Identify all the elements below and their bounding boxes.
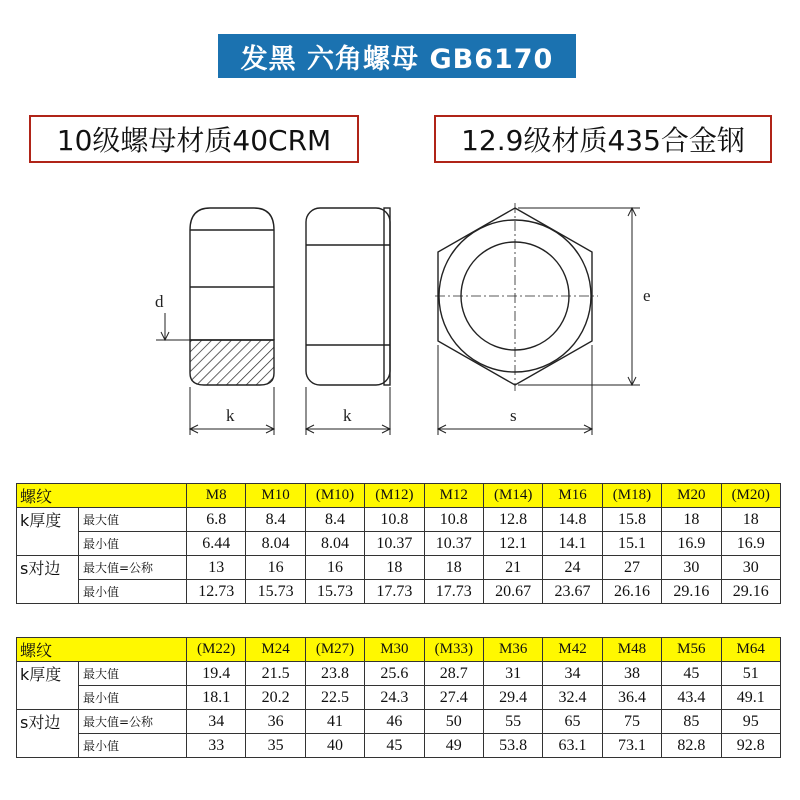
value-cell: 17.73 bbox=[424, 580, 483, 604]
row-group-label bbox=[17, 532, 79, 556]
value-cell: 41 bbox=[305, 710, 364, 734]
value-cell: 73.1 bbox=[602, 734, 661, 758]
row-sub-label: 最小值 bbox=[79, 686, 187, 710]
table-row bbox=[17, 532, 781, 556]
value-cell: 14.8 bbox=[543, 508, 602, 532]
value-cell: 6.44 bbox=[187, 532, 246, 556]
value-cell: 8.04 bbox=[246, 532, 305, 556]
value-cell: 36.4 bbox=[602, 686, 661, 710]
thread-size-cell: M64 bbox=[721, 638, 780, 662]
value-cell: 14.1 bbox=[543, 532, 602, 556]
value-cell: 30 bbox=[662, 556, 721, 580]
value-cell: 29.16 bbox=[662, 580, 721, 604]
thread-size-cell: M30 bbox=[365, 638, 424, 662]
value-cell: 15.1 bbox=[602, 532, 661, 556]
spec-table-1 bbox=[16, 483, 781, 604]
thread-size-cell: M20 bbox=[662, 484, 721, 508]
value-cell: 8.04 bbox=[305, 532, 364, 556]
value-cell: 12.1 bbox=[483, 532, 542, 556]
row-sub-label: 最大值=公称 bbox=[79, 556, 187, 580]
table-header-row bbox=[17, 484, 781, 508]
value-cell: 50 bbox=[424, 710, 483, 734]
side-view bbox=[306, 208, 390, 435]
value-cell: 23.67 bbox=[543, 580, 602, 604]
thread-size-cell: M8 bbox=[187, 484, 246, 508]
spec-box-right: 12.9级材质435合金钢 bbox=[434, 115, 772, 163]
value-cell: 20.67 bbox=[483, 580, 542, 604]
value-cell: 21 bbox=[483, 556, 542, 580]
value-cell: 38 bbox=[602, 662, 661, 686]
value-cell: 17.73 bbox=[365, 580, 424, 604]
thread-size-cell: M12 bbox=[424, 484, 483, 508]
label-e: e bbox=[643, 286, 651, 305]
row-sub-label: 最大值=公称 bbox=[79, 710, 187, 734]
spec-table-2 bbox=[16, 637, 781, 758]
value-cell: 18.1 bbox=[187, 686, 246, 710]
value-cell: 75 bbox=[602, 710, 661, 734]
value-cell: 34 bbox=[543, 662, 602, 686]
title-banner: 发黑 六角螺母 GB6170 bbox=[218, 34, 576, 78]
table-row bbox=[17, 662, 781, 686]
thread-size-cell: (M22) bbox=[187, 638, 246, 662]
label-k-section: k bbox=[226, 406, 235, 425]
thread-size-cell: (M20) bbox=[721, 484, 780, 508]
table-row bbox=[17, 556, 781, 580]
value-cell: 40 bbox=[305, 734, 364, 758]
label-s: s bbox=[510, 406, 517, 425]
value-cell: 63.1 bbox=[543, 734, 602, 758]
value-cell: 82.8 bbox=[662, 734, 721, 758]
value-cell: 53.8 bbox=[483, 734, 542, 758]
value-cell: 12.8 bbox=[483, 508, 542, 532]
thread-header-label: 螺纹 bbox=[17, 484, 187, 508]
value-cell: 49.1 bbox=[721, 686, 780, 710]
value-cell: 16.9 bbox=[721, 532, 780, 556]
label-d: d bbox=[155, 292, 164, 311]
row-sub-label: 最小值 bbox=[79, 580, 187, 604]
value-cell: 49 bbox=[424, 734, 483, 758]
value-cell: 55 bbox=[483, 710, 542, 734]
value-cell: 32.4 bbox=[543, 686, 602, 710]
value-cell: 43.4 bbox=[662, 686, 721, 710]
value-cell: 51 bbox=[721, 662, 780, 686]
table-row bbox=[17, 686, 781, 710]
thread-size-cell: M42 bbox=[543, 638, 602, 662]
thread-size-cell: M48 bbox=[602, 638, 661, 662]
value-cell: 24 bbox=[543, 556, 602, 580]
row-group-label bbox=[17, 734, 79, 758]
row-sub-label: 最小值 bbox=[79, 532, 187, 556]
thread-size-cell: M56 bbox=[662, 638, 721, 662]
value-cell: 29.4 bbox=[483, 686, 542, 710]
table-row bbox=[17, 734, 781, 758]
value-cell: 27 bbox=[602, 556, 661, 580]
thread-header-label: 螺纹 bbox=[17, 638, 187, 662]
value-cell: 10.37 bbox=[424, 532, 483, 556]
value-cell: 85 bbox=[662, 710, 721, 734]
thread-size-cell: (M14) bbox=[483, 484, 542, 508]
row-sub-label: 最大值 bbox=[79, 662, 187, 686]
value-cell: 28.7 bbox=[424, 662, 483, 686]
row-sub-label: 最大值 bbox=[79, 508, 187, 532]
value-cell: 31 bbox=[483, 662, 542, 686]
nut-technical-drawing bbox=[0, 195, 800, 445]
value-cell: 16 bbox=[246, 556, 305, 580]
value-cell: 19.4 bbox=[187, 662, 246, 686]
row-sub-label: 最小值 bbox=[79, 734, 187, 758]
value-cell: 8.4 bbox=[305, 508, 364, 532]
value-cell: 13 bbox=[187, 556, 246, 580]
value-cell: 33 bbox=[187, 734, 246, 758]
value-cell: 65 bbox=[543, 710, 602, 734]
value-cell: 15.8 bbox=[602, 508, 661, 532]
thread-size-cell: (M18) bbox=[602, 484, 661, 508]
thread-size-cell: M36 bbox=[483, 638, 542, 662]
row-group-label: k厚度 bbox=[17, 662, 79, 686]
value-cell: 46 bbox=[365, 710, 424, 734]
value-cell: 8.4 bbox=[246, 508, 305, 532]
value-cell: 26.16 bbox=[602, 580, 661, 604]
thread-size-cell: (M10) bbox=[305, 484, 364, 508]
row-group-label: s对边 bbox=[17, 556, 79, 580]
value-cell: 45 bbox=[662, 662, 721, 686]
value-cell: 30 bbox=[721, 556, 780, 580]
row-group-label: s对边 bbox=[17, 710, 79, 734]
spec-box-left: 10级螺母材质40CRM bbox=[29, 115, 359, 163]
table-row bbox=[17, 508, 781, 532]
value-cell: 21.5 bbox=[246, 662, 305, 686]
thread-size-cell: M16 bbox=[543, 484, 602, 508]
value-cell: 18 bbox=[662, 508, 721, 532]
value-cell: 16.9 bbox=[662, 532, 721, 556]
section-view bbox=[156, 208, 274, 435]
value-cell: 15.73 bbox=[246, 580, 305, 604]
value-cell: 18 bbox=[721, 508, 780, 532]
label-k-side: k bbox=[343, 406, 352, 425]
value-cell: 25.6 bbox=[365, 662, 424, 686]
thread-size-cell: M24 bbox=[246, 638, 305, 662]
table-header-row bbox=[17, 638, 781, 662]
value-cell: 16 bbox=[305, 556, 364, 580]
row-group-label bbox=[17, 686, 79, 710]
row-group-label: k厚度 bbox=[17, 508, 79, 532]
value-cell: 18 bbox=[424, 556, 483, 580]
value-cell: 34 bbox=[187, 710, 246, 734]
value-cell: 92.8 bbox=[721, 734, 780, 758]
value-cell: 45 bbox=[365, 734, 424, 758]
thread-size-cell: M10 bbox=[246, 484, 305, 508]
value-cell: 24.3 bbox=[365, 686, 424, 710]
value-cell: 36 bbox=[246, 710, 305, 734]
value-cell: 23.8 bbox=[305, 662, 364, 686]
top-view bbox=[435, 203, 640, 435]
value-cell: 15.73 bbox=[305, 580, 364, 604]
value-cell: 10.37 bbox=[365, 532, 424, 556]
value-cell: 6.8 bbox=[187, 508, 246, 532]
table-row bbox=[17, 710, 781, 734]
value-cell: 22.5 bbox=[305, 686, 364, 710]
value-cell: 95 bbox=[721, 710, 780, 734]
thread-size-cell: (M27) bbox=[305, 638, 364, 662]
value-cell: 10.8 bbox=[365, 508, 424, 532]
thread-size-cell: (M12) bbox=[365, 484, 424, 508]
value-cell: 10.8 bbox=[424, 508, 483, 532]
value-cell: 35 bbox=[246, 734, 305, 758]
value-cell: 27.4 bbox=[424, 686, 483, 710]
value-cell: 18 bbox=[365, 556, 424, 580]
thread-size-cell: (M33) bbox=[424, 638, 483, 662]
value-cell: 12.73 bbox=[187, 580, 246, 604]
row-group-label bbox=[17, 580, 79, 604]
value-cell: 20.2 bbox=[246, 686, 305, 710]
table-row bbox=[17, 580, 781, 604]
value-cell: 29.16 bbox=[721, 580, 780, 604]
